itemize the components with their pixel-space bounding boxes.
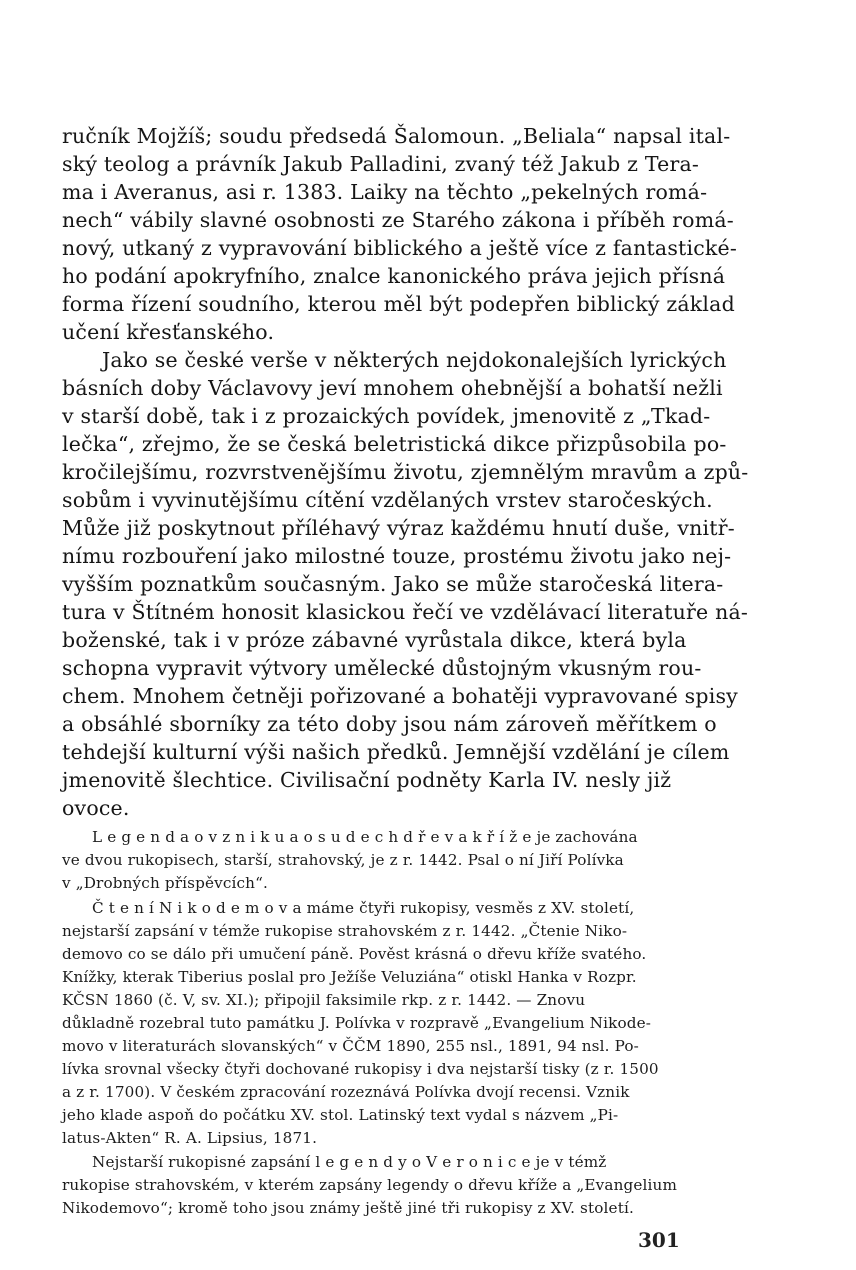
footnote-line: Nejstarší rukopisné zapsání l e g e n d y o V e r o n i c e je v témž <box>92 1153 607 1171</box>
main-line: schopna vypravit výtvory umělecké důstojným vkusným rou- <box>62 656 702 680</box>
footnote-line: KČSN 1860 (č. V, sv. XI.); připojil faksimile rkp. z r. 1442. — Znovu <box>62 991 586 1009</box>
footnote-line: movo v literaturách slovanských“ v ČČM 1890, 255 nsl., 1891, 94 nsl. Po- <box>62 1037 639 1055</box>
main-line: ho podání apokryfního, znalce kanonického práva jejich přísná <box>62 264 726 288</box>
main-line: chem. Mnohem četněji pořizované a bohatěji vypravované spisy <box>62 684 738 708</box>
footnote-line: L e g e n d a o v z n i k u a o s u d e c h d ř e v a k ř í ž e je zachována <box>92 828 638 846</box>
main-line: básních doby Václavovy jeví mnohem ohebnější a bohatší nežli <box>62 376 723 400</box>
main-line: boženské, tak i v próze zábavné vyrůstala dikce, která byla <box>62 628 687 652</box>
footnote-line: latus-Akten“ R. A. Lipsius, 1871. <box>62 1129 318 1147</box>
footnote-line: Č t e n í N i k o d e m o v a máme čtyři rukopisy, vesměs z XV. století, <box>92 899 635 917</box>
main-line: forma řízení soudního, kterou měl být podepřen biblický základ <box>62 292 735 316</box>
page-number: 301 <box>638 1228 680 1252</box>
footnote-line: důkladně rozebral tuto památku J. Polívka v rozpravě „Evangelium Nikode- <box>62 1014 652 1032</box>
main-line: Jako se české verše v některých nejdokonalejších lyrických <box>102 348 727 372</box>
main-line: ma i Averanus, asi r. 1383. Laiky na těchto „pekelných romá- <box>62 180 708 204</box>
main-line: nech“ vábily slavné osobnosti ze Starého zákona i příběh romá- <box>62 208 734 232</box>
footnote-line: lívka srovnal všecky čtyři dochované rukopisy i dva nejstarší tisky (z r. 1500 <box>62 1060 659 1078</box>
main-line: lečka“, zřejmo, že se česká beletristická dikce přizpůsobila po- <box>62 432 727 456</box>
main-line: nímu rozbouření jako milostné touze, prostému životu jako nej- <box>62 544 732 568</box>
main-line: tura v Štítném honosit klasickou řečí ve vzdělávací literatuře ná- <box>62 600 749 624</box>
footnote-line: v „Drobných příspěvcích“. <box>62 874 268 892</box>
footnote-line: Nikodemovo“; kromě toho jsou známy ještě jiné tři rukopisy z XV. století. <box>62 1199 634 1217</box>
main-line: sobům i vyvinutějšímu cítění vzdělaných vrstev staročeských. <box>62 488 713 512</box>
footnote-line: nejstarší zapsání v témže rukopise strahovském z r. 1442. „Čtenie Niko- <box>62 922 628 940</box>
main-line: učení křesťanského. <box>62 320 275 344</box>
main-line: vyšším poznatkům současným. Jako se může staročeská litera- <box>62 572 724 596</box>
main-line: v starší době, tak i z prozaických povídek, jmenovitě z „Tkad- <box>62 404 711 428</box>
main-line: nový, utkaný z vypravování biblického a ještě více z fantastické- <box>62 236 738 260</box>
footnote-line: a z r. 1700). V českém zpracování rozeznává Polívka dvojí recensi. Vznik <box>62 1083 630 1101</box>
footnote-line: jeho klade aspoň do počátku XV. stol. Latinský text vydal s názvem „Pi- <box>62 1106 619 1124</box>
main-line: a obsáhlé sborníky za této doby jsou nám zároveň měřítkem o <box>62 712 717 736</box>
footnote-line: demovo co se dálo při umučení páně. Pověst krásná o dřevu kříže svatého. <box>62 945 647 963</box>
footnote-line: Knížky, kterak Tiberius poslal pro Ježíše Veluziána“ otiskl Hanka v Rozpr. <box>62 968 637 986</box>
main-line: Může již poskytnout příléhavý výraz každému hnutí duše, vnitř- <box>62 516 735 540</box>
main-line: jmenovitě šlechtice. Civilisační podněty Karla IV. nesly již <box>62 768 672 792</box>
footnote-line: ve dvou rukopisech, starší, strahovský, je z r. 1442. Psal o ní Jiří Polívka <box>62 851 624 869</box>
main-line: kročilejšímu, rozvrstvenějšímu životu, zjemnělým mravům a způ- <box>62 460 749 484</box>
main-line: ský teolog a právník Jakub Palladini, zvaný též Jakub z Tera- <box>62 152 700 176</box>
main-line: ručník Mojžíš; soudu předsedá Šalomoun. „Beliala“ napsal ital- <box>62 124 731 148</box>
main-line: tehdejší kulturní výši našich předků. Jemnější vzdělání je cílem <box>62 740 730 764</box>
main-line: ovoce. <box>62 796 130 820</box>
footnote-line: rukopise strahovském, v kterém zapsány legendy o dřevu kříže a „Evangelium <box>62 1176 678 1194</box>
